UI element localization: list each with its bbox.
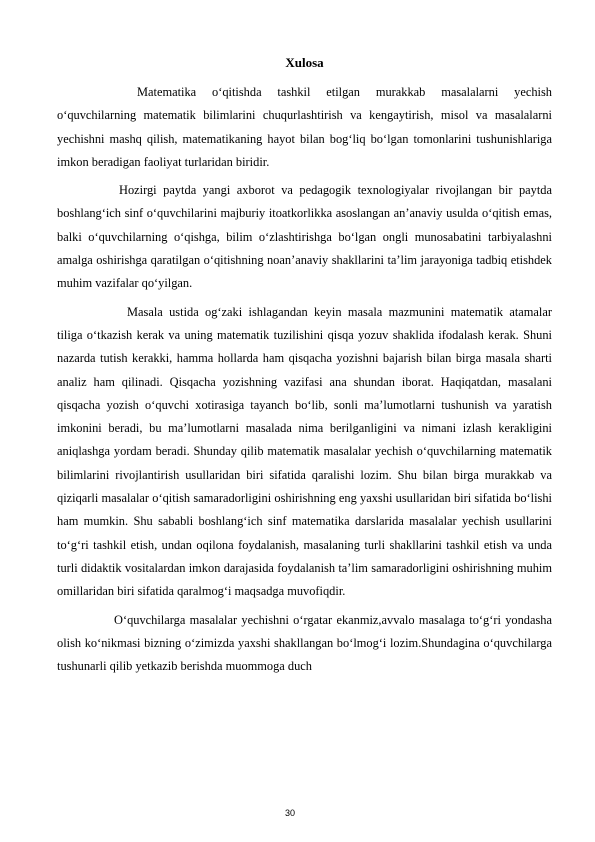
page-number: 30 — [284, 808, 295, 818]
paragraph-3: Masala ustida og‘zaki ishlagandan keyin masala mazmunini matematik atamalar tiliga o‘tkazish kerak va uning matematik tuzilishini qisqa yozuv shaklida ifodalash kerak. Shuni nazarda tutish kerakki, hamma hollarda ham qisqacha yozishni bajarish bilan birga masala sharti analiz ham qilinadi. Qisqacha yozishning vazifasi ana shundan iborat. Haqiqatdan, masalani qisqacha yozish o‘quvchi xotirasiga tayanch bo‘lib, sonli ma’lumotlarni tushunish va yaratish imkonini beradi, bu ma’lumotlarni masalada nima berilganligini va nimani izlash kerakligini aniqlashga yordam beradi. Shunday qilib matematik masalalar yechish o‘quvchilarning matematik bilimlarini rivojlantirish usullaridan biri sifatida qaralishi lozim. Shu bilan birga murakkab va qiziqarli masalalar o‘qitish samaradorligini oshirishning eng yaxshi usullaridan biri sifatida bo‘lishi ham mumkin. Shu sababli boshlang‘ich sinf matematika darslarida masalalar yechish usullarini to‘g‘ri tashkil etish, undan oqilona foydalanish, masalaning turli shakllarini tashkil etish va unda turli didaktik vositalardan imkon darajasida foydalanish ta’lim samaradorligini oshirishning muhim omillaridan biri sifatida qaralmog‘i maqsadga muvofiqdir. — [57, 304, 552, 599]
paragraph-1: Matematika o‘qitishda tashkil etilgan murakkab masalalarni yechish o‘quvchilarning matematik bilimlarini chuqurlashtirish va kengaytirish, misol va masalalarni yechishni mashq qilish, matematikaning hayot bilan bog‘liq bo‘lgan tomonlarini tushunishlariga imkon beradigan faoliyat turlaridan biridir. — [57, 85, 552, 169]
document-title: Xulosa — [285, 55, 324, 70]
paragraph-4: O‘quvchilarga masalalar yechishni o‘rgatar ekanmiz,avvalo masalaga to‘g‘ri yondasha olish ko‘nikmasi bizning o‘zimizda yaxshi shakllangan bo‘lmog‘i lozim.Shundagina o‘quvchilarga tushunarli qilib yetkazib berishda muommoga duch — [57, 612, 552, 674]
paragraph-2: Hozirgi paytda yangi axborot va pedagogik texnologiyalar rivojlangan bir paytda boshlang‘ich sinf o‘quvchilarini majburiy itoatkorlikka asoslangan an’anaviy usulda o‘qitish emas, balki o‘quvchilarning o‘qishga, bilim o‘zlashtirishga bo‘lgan ongli munosabatini tarbiyalashni amalga oshirishga qaratilgan o‘qitishning noan’anaviy shakllarini ta’lim jarayoniga tadbiq etishdek muhim vazifalar qo‘yilgan. — [57, 183, 552, 291]
document-page — [57, 55, 552, 678]
